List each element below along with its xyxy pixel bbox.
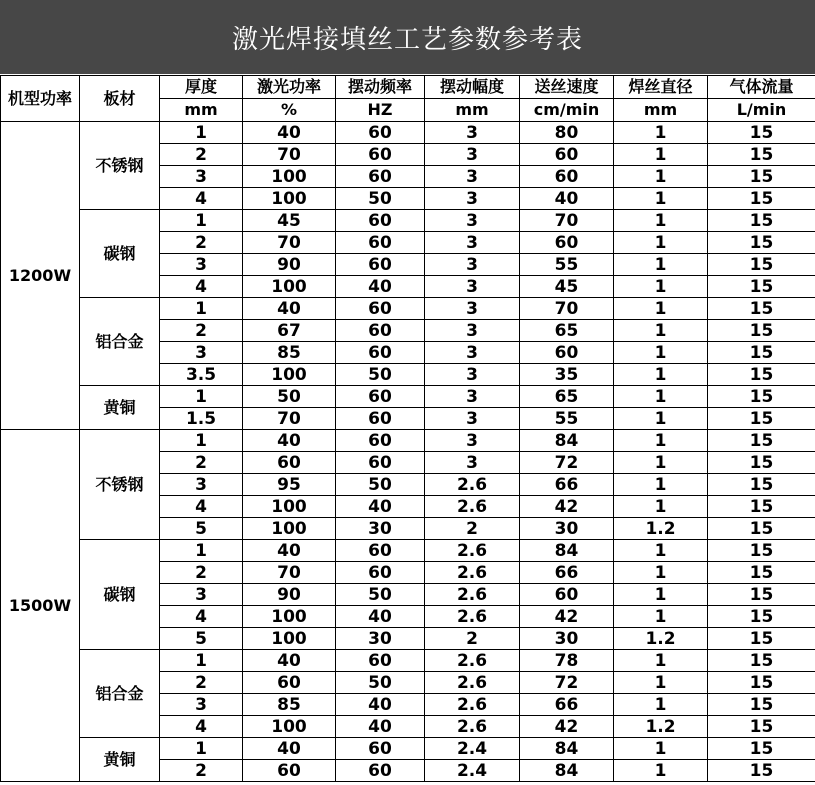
material-cell: 黄铜 (80, 738, 160, 782)
value-cell: 2.6 (425, 716, 520, 738)
header-machine-power: 机型功率 (1, 76, 80, 122)
value-cell: 15 (708, 298, 815, 320)
value-cell: 15 (708, 364, 815, 386)
value-cell: 15 (708, 496, 815, 518)
value-cell: 60 (520, 342, 614, 364)
value-cell: 1.2 (614, 628, 708, 650)
value-cell: 40 (336, 496, 425, 518)
value-cell: 60 (243, 672, 336, 694)
value-cell: 2 (160, 232, 243, 254)
value-cell: 1 (614, 232, 708, 254)
value-cell: 1 (614, 276, 708, 298)
value-cell: 84 (520, 738, 614, 760)
value-cell: 1 (160, 386, 243, 408)
header-material: 板材 (80, 76, 160, 122)
value-cell: 2.6 (425, 562, 520, 584)
value-cell: 100 (243, 628, 336, 650)
value-cell: 2.6 (425, 474, 520, 496)
value-cell: 15 (708, 760, 815, 782)
table-row (1, 122, 815, 144)
material-cell: 黄铜 (80, 386, 160, 430)
value-cell: 3 (160, 584, 243, 606)
value-cell: 2.6 (425, 496, 520, 518)
value-cell: 15 (708, 562, 815, 584)
value-cell: 60 (336, 166, 425, 188)
value-cell: 60 (336, 562, 425, 584)
material-cell: 碳钢 (80, 210, 160, 298)
value-cell: 4 (160, 276, 243, 298)
value-cell: 15 (708, 694, 815, 716)
unit-wobble-frequency: HZ (336, 99, 425, 122)
value-cell: 3 (160, 694, 243, 716)
value-cell: 15 (708, 540, 815, 562)
value-cell: 2 (160, 672, 243, 694)
value-cell: 100 (243, 276, 336, 298)
value-cell: 100 (243, 496, 336, 518)
value-cell: 30 (336, 518, 425, 540)
value-cell: 72 (520, 452, 614, 474)
value-cell: 1 (614, 122, 708, 144)
value-cell: 60 (520, 584, 614, 606)
value-cell: 67 (243, 320, 336, 342)
value-cell: 70 (243, 144, 336, 166)
value-cell: 60 (336, 738, 425, 760)
value-cell: 1 (614, 342, 708, 364)
value-cell: 2.6 (425, 672, 520, 694)
value-cell: 15 (708, 716, 815, 738)
value-cell: 2.6 (425, 540, 520, 562)
value-cell: 30 (520, 518, 614, 540)
header-row-names (1, 76, 815, 99)
value-cell: 2 (160, 452, 243, 474)
value-cell: 100 (243, 188, 336, 210)
value-cell: 60 (336, 342, 425, 364)
value-cell: 1 (614, 738, 708, 760)
value-cell: 60 (520, 144, 614, 166)
value-cell: 1 (614, 650, 708, 672)
value-cell: 1 (614, 386, 708, 408)
table-row (1, 540, 815, 562)
value-cell: 1 (614, 188, 708, 210)
machine-power-cell: 1500W (1, 430, 80, 782)
value-cell: 42 (520, 716, 614, 738)
value-cell: 70 (243, 408, 336, 430)
value-cell: 1 (614, 584, 708, 606)
value-cell: 3 (425, 430, 520, 452)
header-wobble-amplitude: 摆动幅度 (425, 76, 520, 99)
value-cell: 15 (708, 254, 815, 276)
value-cell: 3 (425, 232, 520, 254)
unit-wire-diameter: mm (614, 99, 708, 122)
value-cell: 1 (614, 144, 708, 166)
header-thickness: 厚度 (160, 76, 243, 99)
value-cell: 2 (425, 628, 520, 650)
value-cell: 70 (243, 562, 336, 584)
table-body (1, 122, 815, 782)
header-gas-flow: 气体流量 (708, 76, 815, 99)
value-cell: 1 (614, 320, 708, 342)
value-cell: 84 (520, 430, 614, 452)
value-cell: 1 (614, 298, 708, 320)
table-row (1, 298, 815, 320)
value-cell: 1 (614, 408, 708, 430)
value-cell: 1 (614, 364, 708, 386)
value-cell: 100 (243, 166, 336, 188)
value-cell: 3.5 (160, 364, 243, 386)
value-cell: 78 (520, 650, 614, 672)
value-cell: 15 (708, 320, 815, 342)
value-cell: 40 (243, 430, 336, 452)
value-cell: 60 (336, 386, 425, 408)
value-cell: 66 (520, 474, 614, 496)
value-cell: 35 (520, 364, 614, 386)
value-cell: 3 (425, 144, 520, 166)
table-row (1, 430, 815, 452)
value-cell: 60 (336, 320, 425, 342)
value-cell: 4 (160, 496, 243, 518)
value-cell: 40 (336, 276, 425, 298)
value-cell: 60 (336, 760, 425, 782)
value-cell: 50 (336, 474, 425, 496)
value-cell: 15 (708, 738, 815, 760)
material-cell: 碳钢 (80, 540, 160, 650)
value-cell: 65 (520, 320, 614, 342)
value-cell: 60 (336, 232, 425, 254)
value-cell: 3 (425, 166, 520, 188)
value-cell: 40 (336, 694, 425, 716)
value-cell: 5 (160, 628, 243, 650)
value-cell: 65 (520, 386, 614, 408)
value-cell: 1 (614, 254, 708, 276)
value-cell: 40 (243, 540, 336, 562)
value-cell: 60 (336, 122, 425, 144)
value-cell: 1 (614, 672, 708, 694)
material-cell: 铝合金 (80, 650, 160, 738)
value-cell: 15 (708, 386, 815, 408)
value-cell: 42 (520, 606, 614, 628)
table-row (1, 386, 815, 408)
value-cell: 2 (425, 518, 520, 540)
value-cell: 85 (243, 694, 336, 716)
value-cell: 90 (243, 584, 336, 606)
unit-laser-power: % (243, 99, 336, 122)
value-cell: 60 (336, 452, 425, 474)
header-laser-power: 激光功率 (243, 76, 336, 99)
value-cell: 2 (160, 760, 243, 782)
value-cell: 1 (614, 474, 708, 496)
header-wire-feed-speed: 送丝速度 (520, 76, 614, 99)
value-cell: 3 (425, 122, 520, 144)
value-cell: 3 (425, 276, 520, 298)
value-cell: 15 (708, 518, 815, 540)
value-cell: 50 (243, 386, 336, 408)
value-cell: 15 (708, 188, 815, 210)
value-cell: 2.6 (425, 650, 520, 672)
value-cell: 60 (520, 166, 614, 188)
value-cell: 1 (614, 760, 708, 782)
value-cell: 1 (614, 210, 708, 232)
value-cell: 60 (336, 144, 425, 166)
value-cell: 40 (243, 650, 336, 672)
unit-wire-feed-speed: cm/min (520, 99, 614, 122)
value-cell: 3 (425, 386, 520, 408)
value-cell: 3 (160, 166, 243, 188)
value-cell: 2 (160, 144, 243, 166)
value-cell: 1 (160, 122, 243, 144)
value-cell: 1 (614, 166, 708, 188)
value-cell: 1.2 (614, 518, 708, 540)
value-cell: 15 (708, 606, 815, 628)
page-title: 激光焊接填丝工艺参数参考表 (0, 0, 815, 74)
value-cell: 55 (520, 254, 614, 276)
value-cell: 84 (520, 540, 614, 562)
value-cell: 15 (708, 342, 815, 364)
value-cell: 100 (243, 716, 336, 738)
value-cell: 66 (520, 562, 614, 584)
unit-thickness: mm (160, 99, 243, 122)
value-cell: 1 (614, 430, 708, 452)
value-cell: 1 (160, 210, 243, 232)
value-cell: 84 (520, 760, 614, 782)
value-cell: 1 (614, 606, 708, 628)
value-cell: 3 (425, 210, 520, 232)
value-cell: 2.4 (425, 738, 520, 760)
value-cell: 60 (336, 540, 425, 562)
value-cell: 3 (160, 254, 243, 276)
value-cell: 1 (160, 430, 243, 452)
value-cell: 70 (520, 298, 614, 320)
value-cell: 1 (160, 540, 243, 562)
value-cell: 60 (336, 650, 425, 672)
value-cell: 3 (425, 188, 520, 210)
value-cell: 80 (520, 122, 614, 144)
value-cell: 4 (160, 606, 243, 628)
value-cell: 30 (520, 628, 614, 650)
value-cell: 15 (708, 166, 815, 188)
value-cell: 90 (243, 254, 336, 276)
value-cell: 85 (243, 342, 336, 364)
value-cell: 40 (243, 298, 336, 320)
value-cell: 1.2 (614, 716, 708, 738)
value-cell: 1.5 (160, 408, 243, 430)
value-cell: 1 (614, 496, 708, 518)
value-cell: 30 (336, 628, 425, 650)
value-cell: 60 (336, 298, 425, 320)
value-cell: 15 (708, 408, 815, 430)
value-cell: 50 (336, 188, 425, 210)
material-cell: 铝合金 (80, 298, 160, 386)
value-cell: 40 (243, 122, 336, 144)
value-cell: 70 (243, 232, 336, 254)
value-cell: 1 (614, 562, 708, 584)
value-cell: 1 (614, 540, 708, 562)
value-cell: 2.6 (425, 606, 520, 628)
value-cell: 3 (160, 474, 243, 496)
value-cell: 100 (243, 364, 336, 386)
value-cell: 72 (520, 672, 614, 694)
unit-gas-flow: L/min (708, 99, 815, 122)
value-cell: 3 (425, 452, 520, 474)
value-cell: 60 (336, 408, 425, 430)
value-cell: 40 (243, 738, 336, 760)
unit-wobble-amplitude: mm (425, 99, 520, 122)
value-cell: 15 (708, 584, 815, 606)
table-row (1, 210, 815, 232)
value-cell: 95 (243, 474, 336, 496)
value-cell: 100 (243, 606, 336, 628)
value-cell: 15 (708, 144, 815, 166)
machine-power-cell: 1200W (1, 122, 80, 430)
value-cell: 2.6 (425, 584, 520, 606)
value-cell: 3 (425, 364, 520, 386)
value-cell: 15 (708, 474, 815, 496)
material-cell: 不锈钢 (80, 122, 160, 210)
value-cell: 15 (708, 430, 815, 452)
value-cell: 2.6 (425, 694, 520, 716)
value-cell: 50 (336, 584, 425, 606)
value-cell: 1 (614, 694, 708, 716)
value-cell: 60 (336, 430, 425, 452)
header-wobble-frequency: 摆动频率 (336, 76, 425, 99)
value-cell: 60 (336, 210, 425, 232)
value-cell: 42 (520, 496, 614, 518)
value-cell: 15 (708, 210, 815, 232)
value-cell: 15 (708, 650, 815, 672)
value-cell: 40 (336, 716, 425, 738)
value-cell: 3 (425, 408, 520, 430)
value-cell: 15 (708, 122, 815, 144)
value-cell: 60 (520, 232, 614, 254)
value-cell: 60 (243, 760, 336, 782)
value-cell: 60 (336, 254, 425, 276)
value-cell: 15 (708, 628, 815, 650)
value-cell: 100 (243, 518, 336, 540)
value-cell: 3 (425, 254, 520, 276)
value-cell: 2.4 (425, 760, 520, 782)
material-cell: 不锈钢 (80, 430, 160, 540)
value-cell: 3 (425, 320, 520, 342)
value-cell: 40 (336, 606, 425, 628)
value-cell: 60 (243, 452, 336, 474)
value-cell: 55 (520, 408, 614, 430)
value-cell: 40 (520, 188, 614, 210)
value-cell: 66 (520, 694, 614, 716)
value-cell: 15 (708, 276, 815, 298)
value-cell: 3 (425, 298, 520, 320)
value-cell: 15 (708, 672, 815, 694)
value-cell: 3 (425, 342, 520, 364)
table-row (1, 650, 815, 672)
value-cell: 2 (160, 562, 243, 584)
value-cell: 1 (160, 738, 243, 760)
value-cell: 5 (160, 518, 243, 540)
parameter-table (0, 75, 815, 782)
value-cell: 2 (160, 320, 243, 342)
value-cell: 15 (708, 452, 815, 474)
value-cell: 4 (160, 188, 243, 210)
value-cell: 45 (520, 276, 614, 298)
value-cell: 1 (614, 452, 708, 474)
value-cell: 70 (520, 210, 614, 232)
value-cell: 15 (708, 232, 815, 254)
value-cell: 4 (160, 716, 243, 738)
value-cell: 50 (336, 364, 425, 386)
table-row (1, 738, 815, 760)
value-cell: 3 (160, 342, 243, 364)
value-cell: 1 (160, 650, 243, 672)
value-cell: 1 (160, 298, 243, 320)
header-wire-diameter: 焊丝直径 (614, 76, 708, 99)
value-cell: 45 (243, 210, 336, 232)
value-cell: 50 (336, 672, 425, 694)
